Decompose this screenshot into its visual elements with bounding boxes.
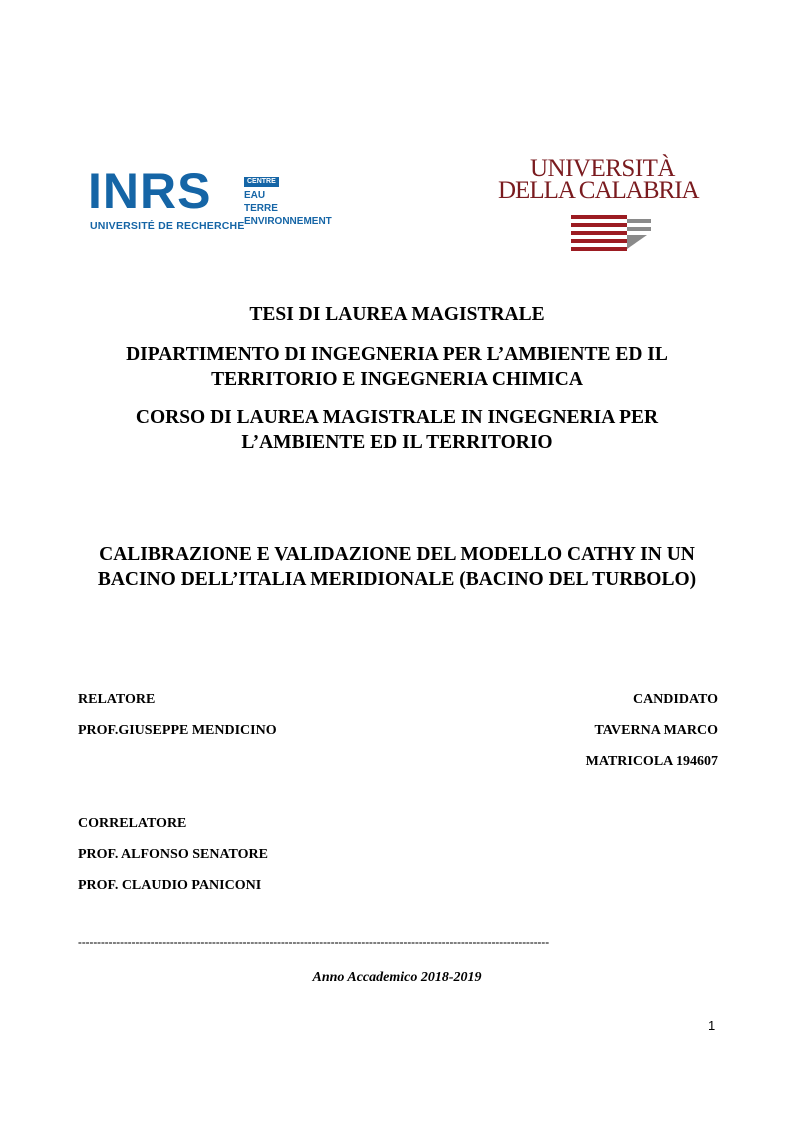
- correlatore-name: PROF. CLAUDIO PANICONI: [78, 878, 262, 893]
- unical-logo-line2: DELLA CALABRIA: [498, 177, 699, 204]
- course-heading: CORSO DI LAUREA MAGISTRALE IN INGEGNERIA PER L’AMBIENTE ED IL TERRITORIO: [135, 407, 659, 453]
- inrs-logo-wordmark: INRS: [88, 163, 212, 219]
- relatore-label: RELATORE: [78, 692, 156, 707]
- unical-stripes-emblem: [571, 215, 655, 251]
- relatore-name: PROF.GIUSEPPE MENDICINO: [78, 723, 277, 738]
- dashed-separator: ---------------------------------------------------------------------------------------------------------------------------: [78, 937, 550, 949]
- unical-logo-line1: UNIVERSITÀ: [530, 155, 675, 182]
- inrs-logo: [88, 163, 338, 240]
- academic-year: Anno Accademico 2018-2019: [312, 970, 482, 985]
- inrs-centre-block: [244, 174, 332, 228]
- inrs-logo-subtitle: UNIVERSITÉ DE RECHERCHE: [90, 220, 245, 232]
- department-heading: DIPARTIMENTO DI INGEGNERIA PER L’AMBIENTE ED IL TERRITORIO E INGEGNERIA CHIMICA: [126, 344, 668, 390]
- thesis-title: CALIBRAZIONE E VALIDAZIONE DEL MODELLO CATHY IN UN BACINO DELL’ITALIA MERIDIONALE (BACINO DEL TURBOLO): [97, 544, 697, 590]
- inrs-centre-tag: CENTRE: [244, 177, 279, 187]
- inrs-centre-line: EAU: [244, 190, 266, 201]
- candidato-name: TAVERNA MARCO: [594, 723, 718, 738]
- page-number: 1: [708, 1018, 716, 1033]
- inrs-centre-line: TERRE: [244, 203, 278, 214]
- matricola: MATRICOLA 194607: [585, 754, 718, 769]
- correlatore-name: PROF. ALFONSO SENATORE: [78, 847, 268, 862]
- candidato-label: CANDIDATO: [632, 692, 718, 707]
- inrs-centre-line: ENVIRONNEMENT: [244, 216, 332, 227]
- thesis-type-heading: TESI DI LAUREA MAGISTRALE: [249, 304, 545, 325]
- correlatore-label: CORRELATORE: [78, 816, 187, 831]
- unical-logo: [498, 155, 703, 255]
